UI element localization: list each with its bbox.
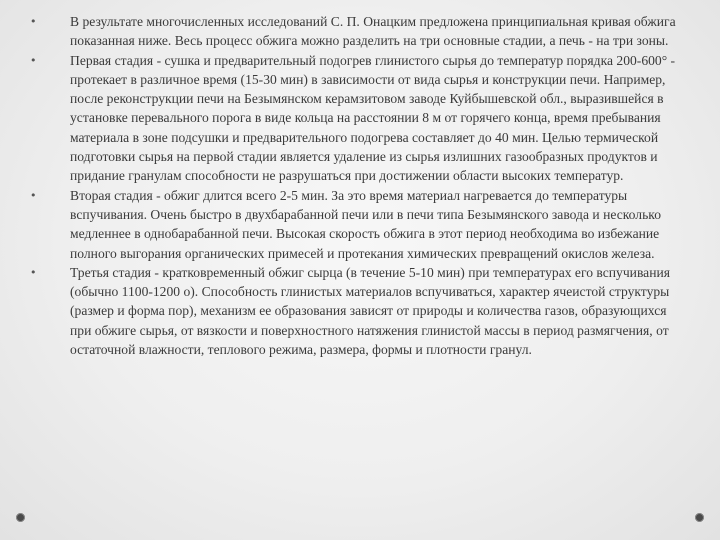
bullet-text: Первая стадия - сушка и предварительный подогрев глинистого сырья до температур порядка 200-600° - протекает в различное время (15-30 мин) в зависимости от вида сырья и конструкции печи. Например, после реконструкции печи на Безымянском керамзитовом заводе Куйбышевской обл., выразившейся в установке перевального порога в виде кольца на расстоянии 8 м от горячего конца, время пребывания материала в зоне подсушки и предварительного подогрева составляет до 40 мин. Целью термической подготовки сырья на первой стадии является удаление из сырья излишних газообразных продуктов и придание гранулам способности не разрушаться при достижении области высоких температур.: [70, 52, 676, 184]
bullet-dot-icon: •: [30, 265, 37, 279]
bullet-text: Вторая стадия - обжиг длится всего 2-5 мин. За это время материал нагревается до температуры вспучивания. Очень быстро в двухбарабанной печи или в печи типа Безымянского завода и несколько медленнее в однобарабанной печи. Высокая скорость обжига в этот период необходима во избежание полного выгорания органических примесей и протекания химических превращений окислов железа.: [70, 187, 661, 261]
bullet-dot-icon: •: [30, 188, 37, 202]
bullet-item-2: [30, 51, 690, 186]
bullet-list: [30, 12, 690, 359]
bullet-text: Третья стадия - кратковременный обжиг сырца (в течение 5-10 мин) при температурах его вспучивания (обычно 1100-1200 о). Способность глинистых материалов вспучиваться, характер ячеистой структуры (размер и форма пор), механизм ее образования зависят от природы и количества газов, образующихся при обжиге сырья, от вязкости и поверхностного натяжения глинистой массы в период размягчения, от остаточной влажности, теплового режима, размера, формы и плотности гранул.: [70, 264, 671, 358]
corner-dot-icon: [695, 513, 704, 522]
bullet-item-4: [30, 263, 690, 359]
bullet-text: В результате многочисленных исследований С. П. Онацким предложена принципиальная кривая обжига показанная ниже. Весь процесс обжига можно разделить на три основные стадии, а печь - на три зоны.: [70, 14, 676, 49]
bullet-item-1: [30, 12, 690, 51]
bullet-dot-icon: •: [30, 53, 37, 67]
bullet-item-3: [30, 186, 690, 263]
corner-dot-icon: [16, 513, 25, 522]
bullet-dot-icon: •: [30, 15, 37, 28]
